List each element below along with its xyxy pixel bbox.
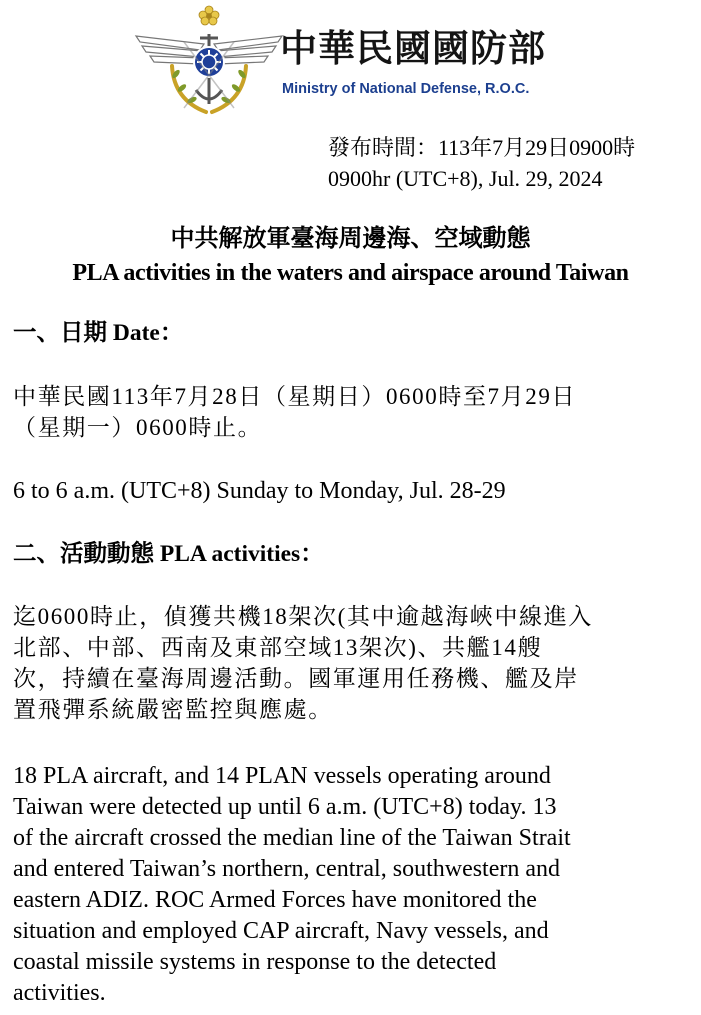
org-name-english: Ministry of National Defense, R.O.C. <box>282 81 530 97</box>
paragraph-line: of the aircraft crossed the median line of the Taiwan Strait <box>13 825 571 851</box>
paragraph-line: （星期一）0600時止。 <box>13 415 263 440</box>
paragraph-line: and entered Taiwan’s northern, central, southwestern and <box>13 856 561 882</box>
ministry-header <box>134 4 584 122</box>
release-time-chinese: 發布時間：113年7月29日0900時 <box>328 135 636 160</box>
paragraph-line: eastern ADIZ. ROC Armed Forces have monitored the <box>13 887 537 913</box>
release-time-english: 0900hr (UTC+8), Jul. 29, 2024 <box>328 166 603 191</box>
section-activities-heading: 二、活動動態 PLA activities： <box>13 541 324 567</box>
release-time <box>328 132 635 194</box>
paragraph-line: Taiwan were detected up until 6 a.m. (UTC+8) today. 13 <box>13 794 557 820</box>
paragraph-line: 中華民國113年7月28日（星期日）0600時至7月29日 <box>13 384 577 409</box>
title-english: PLA activities in the waters and airspace around Taiwan <box>72 260 629 286</box>
activities-paragraph-chinese <box>13 601 593 725</box>
paragraph-line: activities. <box>13 980 106 1006</box>
paragraph-line: 18 PLA aircraft, and 14 PLAN vessels operating around <box>13 763 551 789</box>
paragraph-line: situation and employed CAP aircraft, Navy vessels, and <box>13 918 549 944</box>
date-paragraph-chinese <box>13 381 576 443</box>
org-name-chinese: 中華民國國防部 <box>280 27 546 70</box>
paragraph-line: 次，持續在臺海周邊活動。國軍運用任務機、艦及岸 <box>13 666 579 691</box>
section-date-heading: 一、日期 Date： <box>13 320 184 346</box>
paragraph-line: 北部、中部、西南及東部空域13架次)、共艦14艘 <box>13 635 543 660</box>
paragraph-line: coastal missile systems in response to the detected <box>13 949 497 975</box>
activities-paragraph-english <box>13 761 571 1009</box>
title-chinese: 中共解放軍臺海周邊海、空域動態 <box>170 226 531 252</box>
document-title <box>0 222 701 290</box>
date-paragraph-english: 6 to 6 a.m. (UTC+8) Sunday to Monday, Jul. 28-29 <box>13 478 506 504</box>
mnd-emblem-icon <box>134 4 284 122</box>
paragraph-line: 迄0600時止，偵獲共機18架次(其中逾越海峽中線進入 <box>13 604 593 629</box>
paragraph-line: 置飛彈系統嚴密監控與應處。 <box>13 697 333 722</box>
